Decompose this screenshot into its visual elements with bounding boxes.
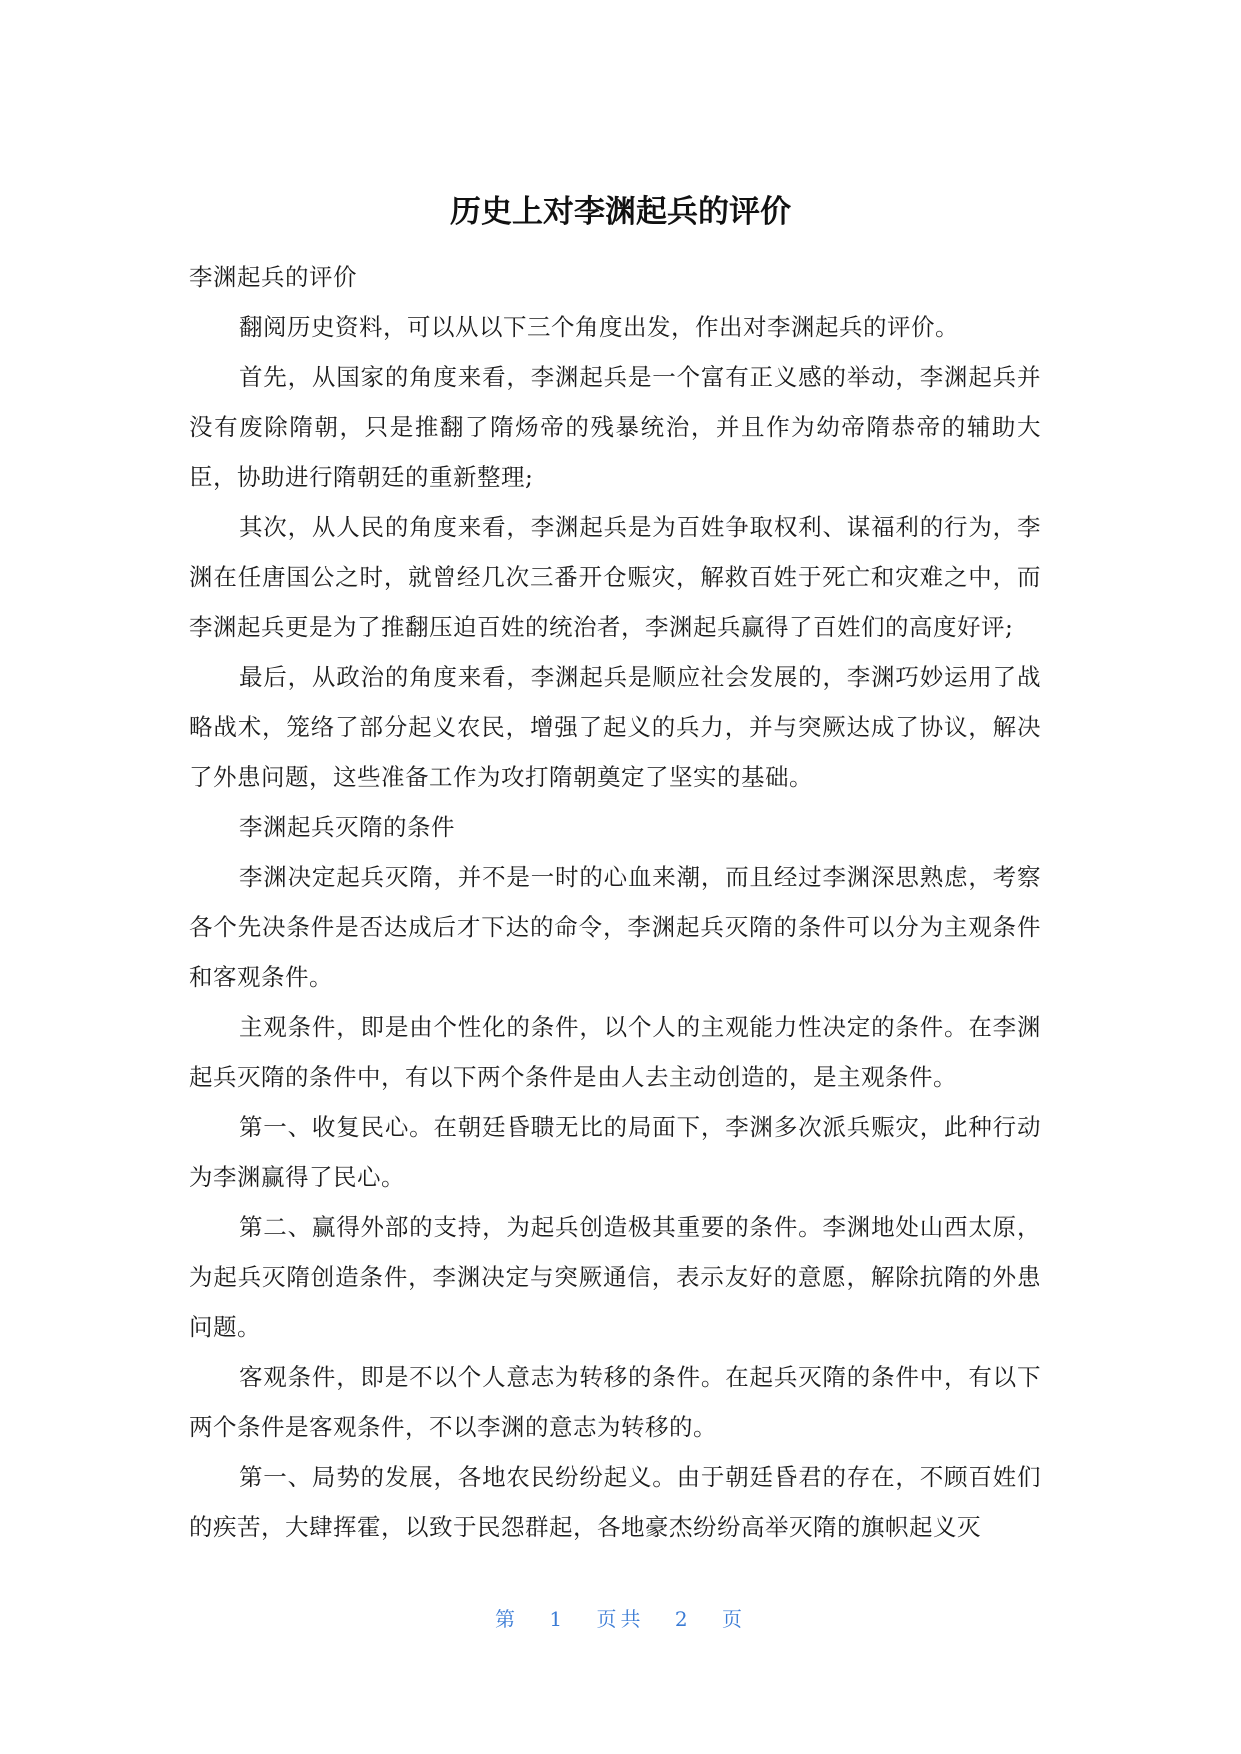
paragraph: 第二、赢得外部的支持，为起兵创造极其重要的条件。李渊地处山西太原，为起兵灭隋创造条件，李渊决定与突厥通信，表示友好的意愿，解除抗隋的外患问题。: [189, 1213, 1041, 1341]
page-prefix: 第: [495, 1607, 520, 1631]
page-footer: [0, 1604, 1241, 1634]
paragraph: 最后，从政治的角度来看，李渊起兵是顺应社会发展的，李渊巧妙运用了战略战术，笼络了部分起义农民，增强了起义的兵力，并与突厥达成了协议，解决了外患问题，这些准备工作为攻打隋朝奠定了坚实的基础。: [189, 663, 1041, 791]
current-page-number: 1: [549, 1607, 567, 1631]
total-pages-number: 2: [674, 1607, 692, 1631]
page-middle: 页共: [596, 1607, 645, 1631]
paragraph: 其次，从人民的角度来看，李渊起兵是为百姓争取权利、谋福利的行为，李渊在任唐国公之时，就曾经几次三番开仓赈灾，解救百姓于死亡和灾难之中，而李渊起兵更是为了推翻压迫百姓的统治者，李渊起兵赢得了百姓们的高度好评;: [189, 513, 1041, 641]
document-title: 历史上对李渊起兵的评价: [450, 194, 791, 230]
paragraph: 主观条件，即是由个性化的条件，以个人的主观能力性决定的条件。在李渊起兵灭隋的条件中，有以下两个条件是由人去主动创造的，是主观条件。: [189, 1013, 1041, 1091]
section-heading: 李渊起兵灭隋的条件: [239, 813, 455, 841]
paragraph: 翻阅历史资料，可以从以下三个角度出发，作出对李渊起兵的评价。: [239, 313, 959, 341]
paragraph: 第一、局势的发展，各地农民纷纷起义。由于朝廷昏君的存在，不顾百姓们的疾苦，大肆挥霍，以致于民怨群起，各地豪杰纷纷高举灭隋的旗帜起义灭: [189, 1463, 1041, 1541]
document-body: [189, 252, 1041, 1552]
page-suffix: 页: [721, 1607, 746, 1631]
section-heading: 李渊起兵的评价: [189, 263, 357, 291]
paragraph: 客观条件，即是不以个人意志为转移的条件。在起兵灭隋的条件中，有以下两个条件是客观条件，不以李渊的意志为转移的。: [189, 1363, 1041, 1441]
paragraph: 李渊决定起兵灭隋，并不是一时的心血来潮，而且经过李渊深思熟虑，考察各个先决条件是否达成后才下达的命令，李渊起兵灭隋的条件可以分为主观条件和客观条件。: [189, 863, 1041, 991]
paragraph: 第一、收复民心。在朝廷昏聩无比的局面下，李渊多次派兵赈灾，此种行动为李渊赢得了民心。: [189, 1113, 1041, 1191]
paragraph: 首先，从国家的角度来看，李渊起兵是一个富有正义感的举动，李渊起兵并没有废除隋朝，只是推翻了隋炀帝的残暴统治，并且作为幼帝隋恭帝的辅助大臣，协助进行隋朝廷的重新整理;: [189, 363, 1041, 491]
